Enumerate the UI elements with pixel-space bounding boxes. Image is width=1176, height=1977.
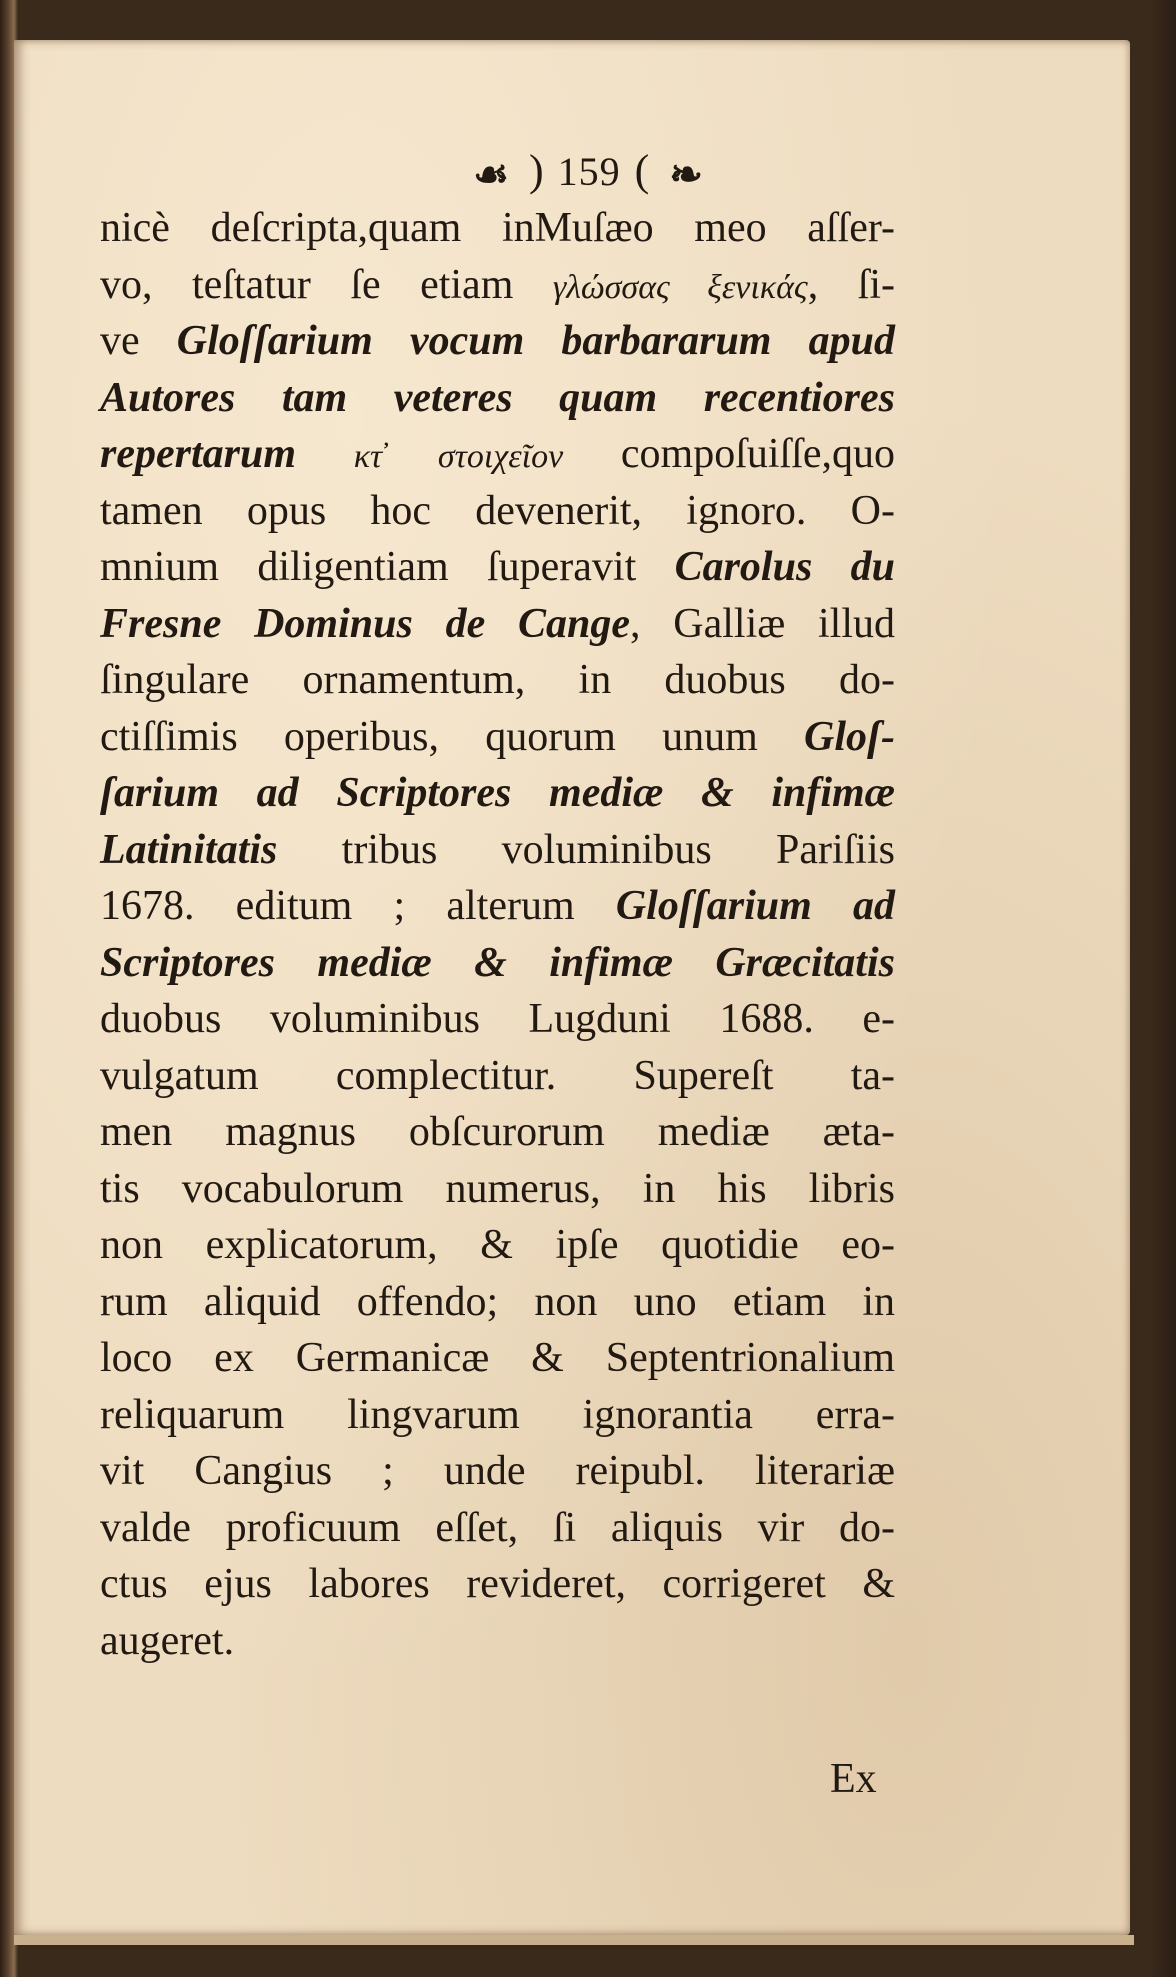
roman-text: ctiſſimis operibus, quorum unum: [100, 713, 805, 760]
ornament-right-icon: ❧: [669, 152, 703, 198]
text-line: [100, 1161, 895, 1218]
text-line: [100, 426, 895, 483]
roman-text: [296, 431, 354, 477]
roman-text: augeret.: [100, 1617, 235, 1664]
roman-text: tamen opus hoc devenerit, ignoro. O-: [100, 487, 895, 534]
roman-text: ſingulare ornamentum, in duobus do-: [100, 657, 895, 703]
text-line: [100, 991, 895, 1048]
text-line: [100, 1048, 895, 1105]
text-line: [100, 200, 895, 257]
text-line: [100, 539, 895, 596]
greek-text: γλώσσας ξενικάς: [552, 268, 808, 306]
roman-text: vit Cangius ; unde reipubl. literariæ: [100, 1448, 895, 1494]
roman-text: 1678. editum ; alterum: [100, 883, 616, 929]
text-line: [100, 257, 895, 314]
text-line: [100, 1330, 895, 1387]
roman-text: tribus voluminibus Pariſiis: [277, 826, 895, 873]
text-line: [100, 483, 895, 540]
roman-text: loco ex Germanicæ & Septentrionalium: [100, 1335, 895, 1381]
roman-text: vulgatum complectitur. Supereſt ta-: [100, 1052, 895, 1099]
page-bottom-edge: [14, 1935, 1134, 1945]
roman-text: nicè deſcripta,quam inMuſæo meo aſſer-: [100, 205, 895, 251]
italic-text: Autores tam veteres quam recentiores: [100, 374, 895, 421]
roman-text: , ſi-: [807, 261, 895, 308]
running-header: [0, 145, 1176, 198]
text-line: [100, 1613, 895, 1670]
text-line: [100, 1556, 895, 1613]
roman-text: reliquarum lingvarum ignorantia erra-: [100, 1391, 895, 1438]
roman-text: duobus voluminibus Lugduni 1688. e-: [100, 996, 895, 1042]
roman-text: ve: [100, 318, 177, 364]
roman-text: ctus ejus labores revideret, corrigeret &: [100, 1561, 895, 1607]
text-line: [100, 935, 895, 992]
text-line: [100, 652, 895, 709]
paren-close: (: [634, 146, 650, 195]
greek-text: κτ̓ στοιχεῖον: [353, 438, 564, 475]
text-line: [100, 1104, 895, 1161]
italic-text: Gloſſarium ad: [615, 883, 896, 929]
text-line: [100, 709, 895, 766]
italic-text: Carolus du: [674, 544, 895, 590]
roman-text: , Galliæ illud: [630, 600, 896, 647]
italic-text: Gloſſarium vocum barbararum apud: [176, 318, 895, 364]
roman-text: compoſuiſſe,quo: [563, 431, 896, 477]
catchword: Ex: [830, 1756, 877, 1802]
italic-text: Latinitatis: [100, 826, 278, 873]
page-number: 159: [557, 149, 621, 194]
text-line: [100, 878, 895, 935]
italic-text: Gloſ-: [804, 713, 895, 760]
italic-text: repertarum: [100, 431, 297, 477]
text-line: [100, 1274, 895, 1331]
body-text: [100, 200, 895, 1669]
roman-text: non explicatorum, & ipſe quotidie eo-: [100, 1222, 895, 1268]
text-line: [100, 313, 895, 370]
text-line: [100, 370, 895, 427]
text-line: [100, 822, 895, 879]
roman-text: mnium diligentiam ſuperavit: [100, 544, 675, 590]
italic-text: ſarium ad Scriptores mediæ & infimæ: [100, 770, 895, 816]
ornament-left-icon: ☙: [473, 152, 510, 198]
text-line: [100, 1500, 895, 1557]
text-line: [100, 765, 895, 822]
text-line: [100, 596, 895, 653]
italic-text: Fresne Dominus de Cange: [100, 600, 630, 647]
roman-text: vo, teſtatur ſe etiam: [100, 261, 553, 308]
roman-text: men magnus obſcurorum mediæ æta-: [100, 1109, 895, 1155]
roman-text: valde proficuum eſſet, ſi aliquis vir do-: [100, 1504, 895, 1551]
text-line: [100, 1387, 895, 1444]
roman-text: tis vocabulorum numerus, in his libris: [100, 1165, 895, 1212]
text-line: [100, 1443, 895, 1500]
roman-text: rum aliquid offendo; non uno etiam in: [100, 1278, 895, 1325]
italic-text: Scriptores mediæ & infimæ Græcitatis: [100, 939, 895, 986]
paren-open: ): [529, 146, 544, 195]
text-line: [100, 1217, 895, 1274]
